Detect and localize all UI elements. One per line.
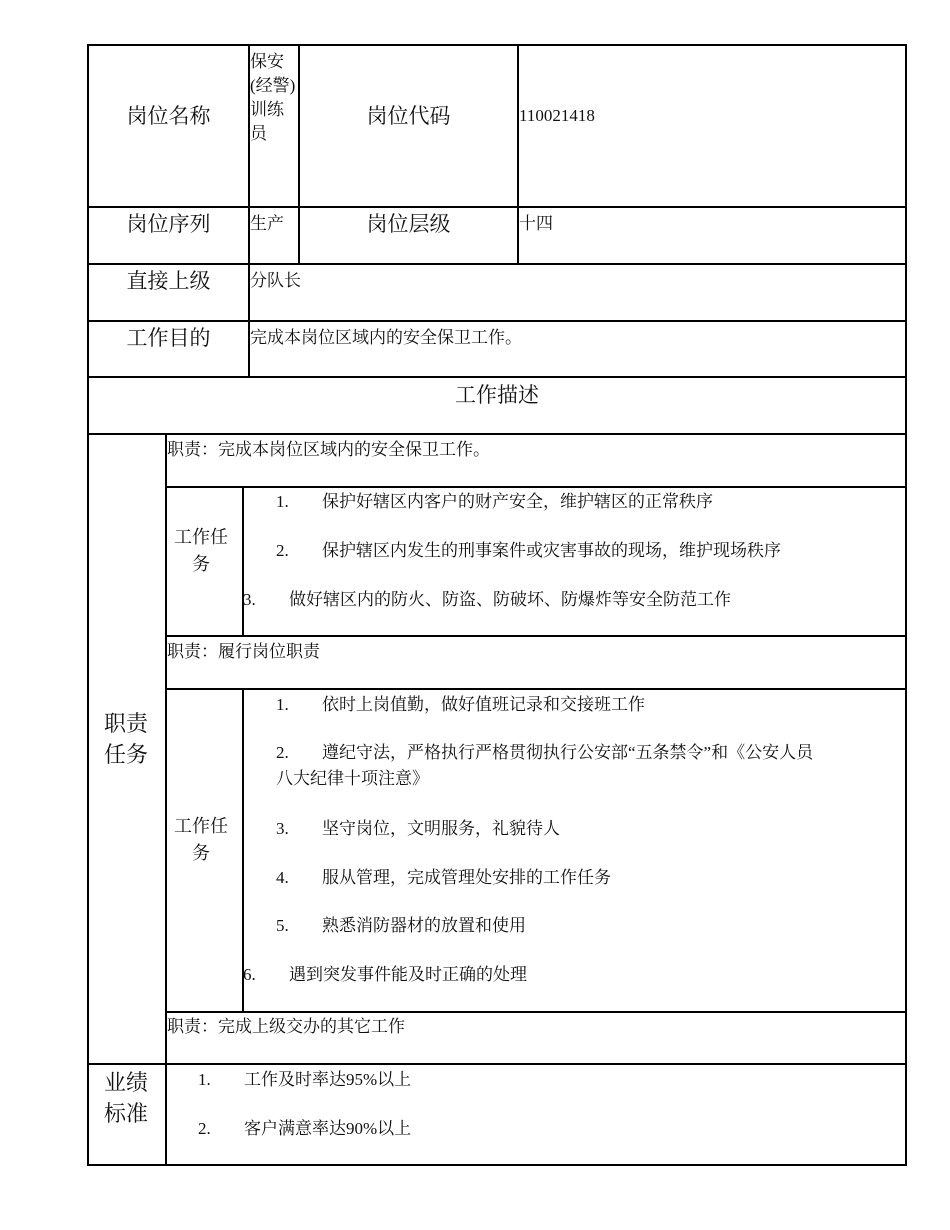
duty-1-task-3 (243, 588, 731, 612)
description-title: 工作描述 (455, 383, 539, 407)
task-number: 1. (276, 492, 289, 511)
duty-2-task-2 (276, 741, 813, 765)
task-number: 6. (243, 965, 256, 984)
duty-2-task-label: 工作任务 (174, 816, 228, 863)
superior-value: 分队长 (250, 271, 301, 290)
item-text: 工作及时率达95%以上 (244, 1070, 412, 1089)
duty-1-title: 职责：完成本岗位区域内的安全保卫工作。 (167, 440, 490, 459)
duty-2-title: 职责：履行岗位职责 (167, 642, 320, 661)
duty-1-task-label: 工作任务 (174, 527, 228, 574)
task-text: 保护好辖区内客户的财产安全，维护辖区的正常秩序 (322, 492, 713, 511)
task-text: 做好辖区内的防火、防盗、防破坏、防爆炸等安全防范工作 (289, 590, 731, 609)
level-label: 岗位层级 (366, 212, 451, 236)
duty-2-task-3 (276, 817, 560, 841)
performance-item-1 (198, 1068, 411, 1092)
purpose-value: 完成本岗位区域内的安全保卫工作。 (250, 328, 522, 347)
task-number: 3. (276, 819, 289, 838)
position-code-value: 110021418 (519, 106, 595, 125)
duty-2-task-5 (276, 914, 526, 938)
purpose-label: 工作目的 (126, 326, 211, 350)
task-text: 保护辖区内发生的刑事案件或灾害事故的现场，维护现场秩序 (322, 541, 781, 560)
duty-2-task-2-cont: 八大纪律十项注意》 (276, 769, 429, 788)
sequence-label: 岗位序列 (126, 212, 211, 236)
task-number: 5. (276, 916, 289, 935)
duty-1-task-1 (276, 490, 713, 514)
item-number: 1. (198, 1070, 211, 1089)
task-number: 2. (276, 743, 289, 762)
task-text: 遇到突发事件能及时正确的处理 (289, 965, 527, 984)
item-text: 客户满意率达90%以上 (244, 1119, 412, 1138)
task-number: 4. (276, 868, 289, 887)
level-value: 十四 (519, 214, 553, 233)
task-text: 熟悉消防器材的放置和使用 (322, 916, 526, 935)
duty-2-task-6 (243, 963, 527, 987)
duty-3-title: 职责：完成上级交办的其它工作 (167, 1017, 405, 1036)
task-text: 坚守岗位，文明服务，礼貌待人 (322, 819, 560, 838)
position-name-value: 保安(经警)训练员 (250, 52, 296, 143)
task-number: 3. (243, 590, 256, 609)
performance-item-2 (198, 1117, 411, 1141)
item-number: 2. (198, 1119, 211, 1138)
superior-label: 直接上级 (126, 269, 211, 293)
duties-label: 职责任务 (103, 711, 148, 767)
duty-2-task-4 (276, 866, 611, 890)
performance-label: 业绩标准 (103, 1070, 148, 1126)
sequence-value: 生产 (250, 214, 284, 233)
duty-1-task-2 (276, 539, 781, 563)
task-number: 1. (276, 695, 289, 714)
task-text: 依时上岗值勤，做好值班记录和交接班工作 (322, 695, 645, 714)
task-text: 服从管理，完成管理处安排的工作任务 (322, 868, 611, 887)
duty-2-task-1 (276, 693, 645, 717)
position-code-label: 岗位代码 (366, 104, 451, 128)
task-text: 遵纪守法，严格执行严格贯彻执行公安部“五条禁令”和《公安人员 (322, 743, 814, 762)
task-number: 2. (276, 541, 289, 560)
position-name-label: 岗位名称 (126, 104, 211, 128)
